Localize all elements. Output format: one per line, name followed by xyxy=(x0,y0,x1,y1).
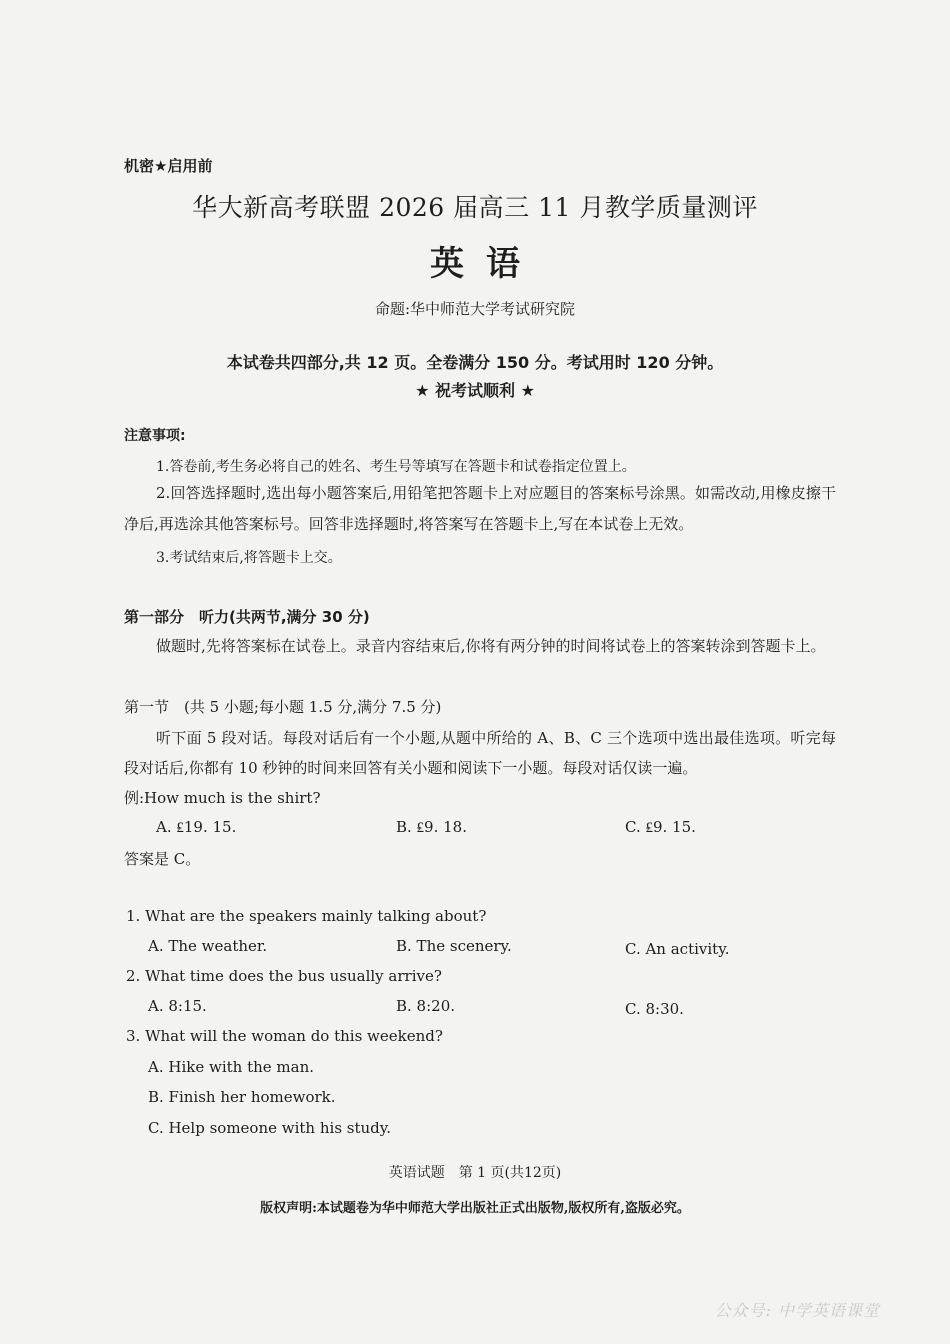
question-3: 3. What will the woman do this weekend? xyxy=(126,1027,443,1045)
section1-heading: 第一节 (共 5 小题;每小题 1.5 分,满分 7.5 分) xyxy=(124,698,442,716)
notes-item-3: 3.考试结束后,将答题卡上交。 xyxy=(156,550,342,566)
question-2: 2. What time does the bus usually arrive? xyxy=(126,967,442,985)
copyright-notice: 版权声明:本试题卷为华中师范大学出版社正式出版物,版权所有,盗版必究。 xyxy=(260,1201,690,1216)
confidential-label: 机密★启用前 xyxy=(124,157,213,175)
question-2-option-a: A. 8:15. xyxy=(148,997,207,1015)
part1-instruction: 做题时,先将答案标在试卷上。录音内容结束后,你将有两分钟的时间将试卷上的答案转涂到答题卡上。 xyxy=(156,637,826,655)
watermark: 公众号: 中学英语课堂 xyxy=(714,1301,880,1320)
question-1-option-a: A. The weather. xyxy=(148,937,268,955)
question-1-option-c: C. An activity. xyxy=(625,940,730,958)
subject-title: 英语 xyxy=(430,244,542,284)
example-option-c: C. ₤9. 15. xyxy=(625,818,696,836)
exam-wish: ★ 祝考试顺利 ★ xyxy=(415,381,535,400)
question-1-option-b: B. The scenery. xyxy=(396,937,512,955)
page-footer: 英语试题 第 1 页(共12页) xyxy=(388,1165,562,1181)
question-2-option-b: B. 8:20. xyxy=(396,997,456,1015)
notes-heading: 注意事项: xyxy=(124,428,186,444)
exam-author: 命题:华中师范大学考试研究院 xyxy=(374,300,576,318)
exam-title: 华大新高考联盟 2026 届高三 11 月教学质量测评 xyxy=(192,193,758,222)
part1-heading: 第一部分 听力(共两节,满分 30 分) xyxy=(124,608,370,626)
question-2-option-c: C. 8:30. xyxy=(625,1000,684,1018)
example-option-b: B. ₤9. 18. xyxy=(396,818,467,836)
example-question: 例:How much is the shirt? xyxy=(124,789,321,807)
example-option-a: A. ₤19. 15. xyxy=(156,818,237,836)
question-1: 1. What are the speakers mainly talking about? xyxy=(126,907,487,925)
question-3-option-b: B. Finish her homework. xyxy=(148,1088,336,1106)
question-3-option-c: C. Help someone with his study. xyxy=(148,1119,392,1137)
section1-instruction: 听下面 5 段对话。每段对话后有一个小题,从题中所给的 A、B、C 三个选项中选出最佳选项。听完每段对话后,你都有 10 秒钟的时间来回答有关小题和阅读下一小题。每段对话仅读一遍。 xyxy=(124,729,836,777)
notes-item-1: 1.答卷前,考生务必将自己的姓名、考生号等填写在答题卡和试卷指定位置上。 xyxy=(156,459,636,475)
notes-item-2: 2.回答选择题时,选出每小题答案后,用铅笔把答题卡上对应题目的答案标号涂黑。如需改动,用橡皮擦干净后,再选涂其他答案标号。回答非选择题时,将答案写在答题卡上,写在本试卷上无效。 xyxy=(124,484,836,533)
question-3-option-a: A. Hike with the man. xyxy=(148,1058,315,1076)
exam-summary: 本试卷共四部分,共 12 页。全卷满分 150 分。考试用时 120 分钟。 xyxy=(226,353,724,372)
example-answer: 答案是 C。 xyxy=(124,850,201,868)
